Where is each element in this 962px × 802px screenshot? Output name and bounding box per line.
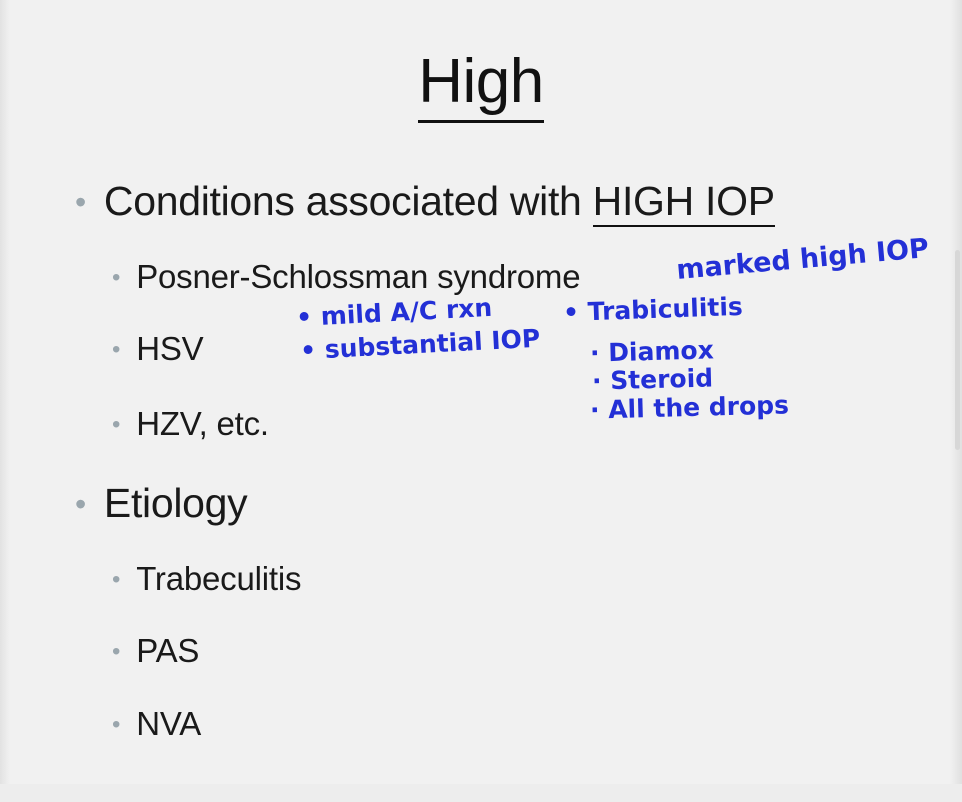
- slide-left-edge-shadow: [0, 0, 10, 802]
- bullet-hzv: [112, 405, 269, 443]
- bullet-conditions-label: Conditions associated with: [103, 178, 593, 224]
- ink-note-marked-high-iop: marked high IOP: [675, 233, 931, 286]
- bullet-dot-icon: •: [112, 566, 121, 593]
- ink-note-substantial-iop: • substantial IOP: [299, 323, 541, 366]
- page-title: [0, 46, 962, 117]
- bullet-dot-icon: •: [75, 486, 86, 522]
- bullet-dot-icon: •: [112, 711, 121, 738]
- bullet-hsv: [112, 330, 203, 368]
- ink-note-all-the-drops: · All the drops: [589, 390, 790, 425]
- bullet-trabeculitis: [112, 560, 301, 598]
- bullet-pas-label: PAS: [136, 632, 200, 669]
- ink-note-mild-ac-rxn: • mild A/C rxn: [295, 292, 493, 333]
- ink-note-diamox: · Diamox: [589, 335, 715, 368]
- bullet-hzv-label: HZV, etc.: [136, 405, 269, 442]
- ink-note-trabiculitis: • Trabiculitis: [562, 291, 744, 328]
- bullet-conditions-emphasis: HIGH IOP: [593, 178, 775, 227]
- bullet-posner-schlossman: [112, 258, 580, 296]
- bullet-hsv-label: HSV: [136, 330, 204, 367]
- bullet-dot-icon: •: [112, 638, 121, 665]
- page-title-text: High: [418, 47, 544, 123]
- scrollbar[interactable]: [955, 250, 960, 450]
- bullet-nva: [112, 705, 201, 743]
- bullet-dot-icon: •: [112, 411, 121, 438]
- bullet-dot-icon: •: [112, 264, 121, 291]
- ink-note-steroid: · Steroid: [591, 363, 714, 396]
- slide-bottom-strip: [0, 784, 962, 802]
- bullet-conditions: [75, 178, 775, 225]
- bullet-dot-icon: •: [75, 184, 86, 220]
- bullet-conditions-text: [104, 178, 775, 225]
- bullet-pas: [112, 632, 199, 670]
- bullet-etiology: [75, 480, 247, 527]
- bullet-nva-label: NVA: [136, 705, 202, 742]
- bullet-dot-icon: •: [112, 336, 121, 363]
- bullet-trabeculitis-label: Trabeculitis: [136, 560, 302, 597]
- bullet-etiology-label: Etiology: [103, 480, 248, 526]
- bullet-posner-schlossman-label: Posner-Schlossman syndrome: [136, 258, 581, 295]
